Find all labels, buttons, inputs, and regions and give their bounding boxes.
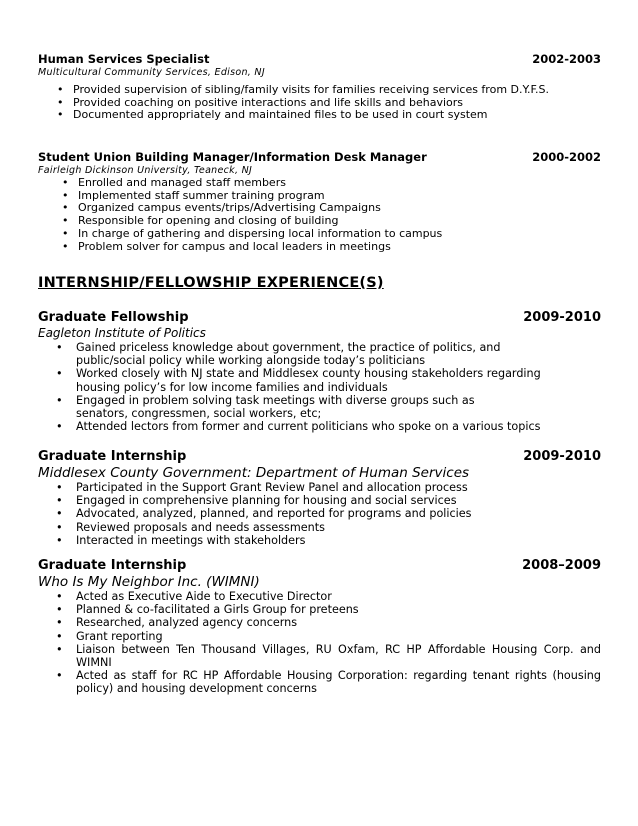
bullet-item: • Interacted in meetings with stakeholders bbox=[38, 534, 601, 547]
job-organization: Multicultural Community Services, Edison, NJ bbox=[38, 67, 265, 78]
job-title: Student Union Building Manager/Information Desk Manager bbox=[38, 150, 427, 164]
job-title: Graduate Internship bbox=[38, 558, 187, 573]
job-header bbox=[38, 150, 601, 164]
bullet-item: • Enrolled and managed staff members bbox=[38, 177, 601, 190]
section-heading-internships: INTERNSHIP/FELLOWSHIP EXPERIENCE(S) bbox=[38, 275, 384, 291]
job-header bbox=[38, 310, 601, 326]
bullet-item: • Provided supervision of sibling/family visits for families receiving services from D.Y.F.S. bbox=[38, 84, 601, 97]
bullet-item: • Worked closely with NJ state and Middlesex county housing stakeholders regarding housing policy’s for low income families and individuals bbox=[38, 367, 558, 393]
bullet-item: • Responsible for opening and closing of building bbox=[38, 215, 601, 228]
bullet-item: • In charge of gathering and dispersing local information to campus bbox=[38, 228, 601, 241]
job-dates: 2002-2003 bbox=[532, 52, 601, 66]
bullet-item: • Reviewed proposals and needs assessments bbox=[38, 521, 601, 534]
job-title: Human Services Specialist bbox=[38, 52, 210, 66]
internship-middlesex-county bbox=[38, 449, 601, 547]
internship-graduate-fellowship bbox=[38, 310, 601, 433]
job-title: Graduate Internship bbox=[38, 449, 187, 464]
job-dates: 2008–2009 bbox=[522, 558, 601, 573]
job-human-services-specialist bbox=[38, 52, 601, 122]
bullet-item: • Documented appropriately and maintained files to be used in court system bbox=[38, 109, 601, 122]
bullet-item: • Organized campus events/trips/Advertising Campaigns bbox=[38, 202, 601, 215]
job-organization: Who Is My Neighbor Inc. (WIMNI) bbox=[38, 574, 260, 590]
job-title: Graduate Fellowship bbox=[38, 310, 189, 325]
job-organization: Fairleigh Dickinson University, Teaneck, NJ bbox=[38, 165, 253, 176]
internship-wimni bbox=[38, 558, 601, 696]
job-organization: Middlesex County Government: Department of Human Services bbox=[38, 465, 470, 481]
bullet-item: • Acted as staff for RC HP Affordable Housing Corporation: regarding tenant rights (housing policy) and housing development concerns bbox=[38, 669, 601, 695]
bullet-item: • Provided coaching on positive interactions and life skills and behaviors bbox=[38, 97, 601, 110]
job-organization: Eagleton Institute of Politics bbox=[38, 326, 206, 340]
bullet-item: • Researched, analyzed agency concerns bbox=[38, 616, 601, 629]
bullet-item: • Engaged in comprehensive planning for housing and social services bbox=[38, 494, 601, 507]
job-bullets bbox=[38, 84, 601, 122]
bullet-item: • Grant reporting bbox=[38, 630, 601, 643]
job-header bbox=[38, 449, 601, 465]
bullet-item: • Participated in the Support Grant Review Panel and allocation process bbox=[38, 481, 601, 494]
bullet-item: • Engaged in problem solving task meetings with diverse groups such as senators, congressmen, social workers, etc; bbox=[38, 394, 496, 420]
job-header bbox=[38, 558, 601, 574]
job-bullets bbox=[38, 341, 558, 433]
bullet-item: • Attended lectors from former and current politicians who spoke on a various topics bbox=[38, 420, 558, 433]
bullet-item: • Advocated, analyzed, planned, and reported for programs and policies bbox=[38, 507, 601, 520]
job-bullets bbox=[38, 177, 601, 253]
bullet-item: • Liaison between Ten Thousand Villages, RU Oxfam, RC HP Affordable Housing Corp. and WIMNI bbox=[38, 643, 601, 669]
job-dates: 2000-2002 bbox=[532, 150, 601, 164]
bullet-item: • Acted as Executive Aide to Executive Director bbox=[38, 590, 601, 603]
job-dates: 2009-2010 bbox=[523, 310, 601, 325]
job-student-union-manager bbox=[38, 150, 601, 253]
job-bullets bbox=[38, 481, 601, 547]
bullet-item: • Gained priceless knowledge about government, the practice of politics, and public/social policy while working alongside today’s politicians bbox=[38, 341, 558, 367]
job-bullets bbox=[38, 590, 601, 696]
job-header bbox=[38, 52, 601, 66]
bullet-item: • Planned & co-facilitated a Girls Group for preteens bbox=[38, 603, 601, 616]
job-dates: 2009-2010 bbox=[523, 449, 601, 464]
bullet-item: • Problem solver for campus and local leaders in meetings bbox=[38, 241, 601, 254]
bullet-item: • Implemented staff summer training program bbox=[38, 190, 601, 203]
